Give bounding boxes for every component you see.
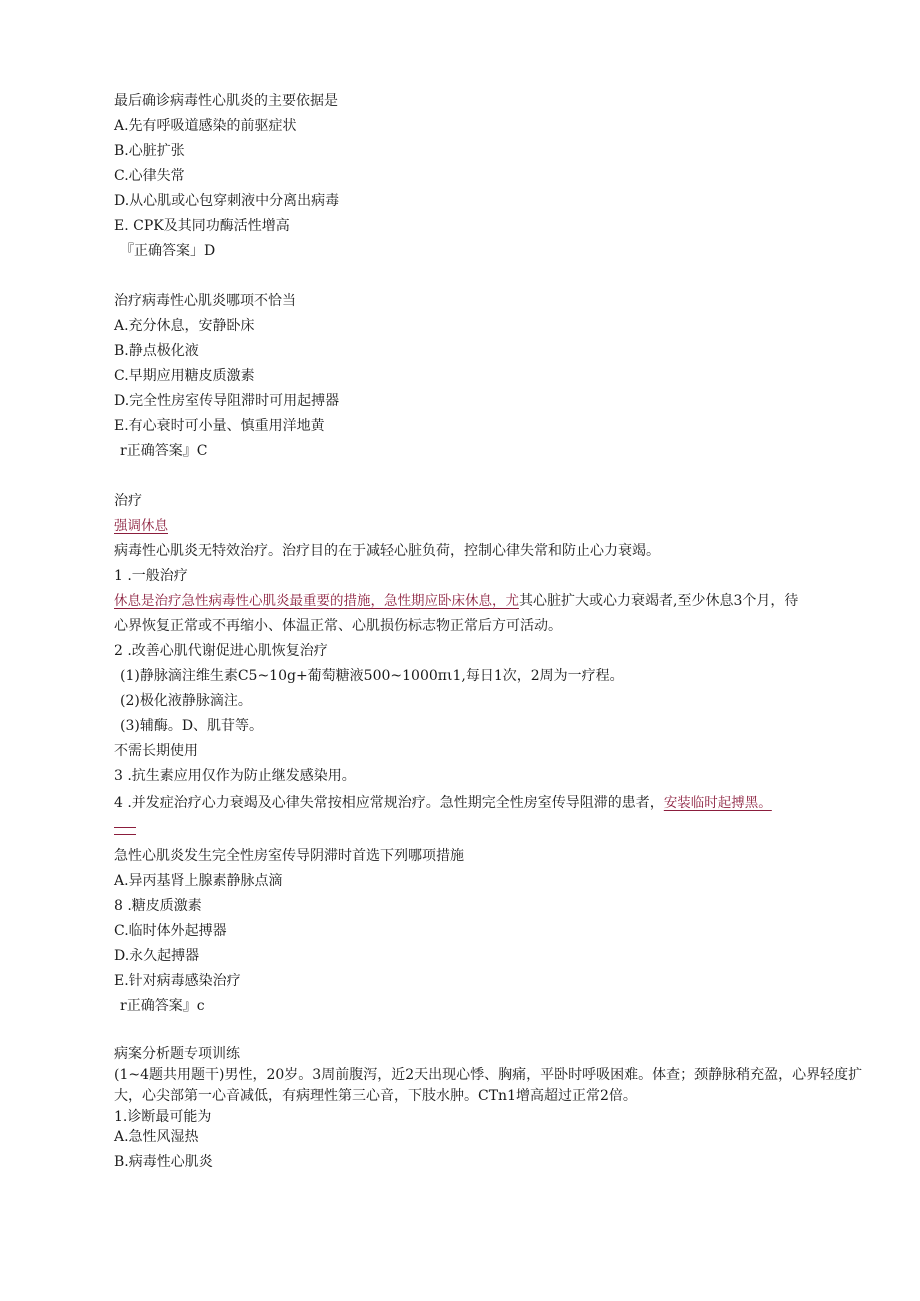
q3-option-a: A.异丙基肾上腺素静脉点滴	[114, 873, 283, 889]
q2-stem: 治疗病毒性心肌炎哪项不恰当	[114, 293, 296, 309]
q1-option-e: E. CPK及其同功酶活性增高	[114, 218, 290, 234]
case-q1-stem: 1.诊断最可能为	[114, 1109, 212, 1125]
q3-option-b: 8 .糖皮质激素	[114, 898, 202, 914]
treatment-heading: 治疗	[114, 493, 142, 509]
case-description: (1~4题共用题干)男性，20岁。3周前腹泻，近2天出现心悸、胸痛，平卧时呼吸困难。体查；颈静脉稍充盈，心界轻度扩大，心尖部第一心音减低，有病理性第三心音，下肢水肿。CTn1增高超过正常2倍。	[114, 1067, 863, 1104]
item4-highlight: 安装临时起搏黑。	[663, 795, 772, 811]
item1-continuation: 心界恢复正常或不再缩小、体温正常、心肌损伤标志物正常后方可活动。	[114, 618, 562, 634]
item3: 3 .抗生素应用仅作为防止继发感染用。	[114, 768, 356, 784]
q3-stem: 急性心肌炎发生完全性房室传导阴滞时首选下列哪项措施	[114, 848, 464, 864]
treatment-intro: 病毒性心肌炎无特效治疗。治疗目的在于减轻心脏负荷，控制心律失常和防止心力衰竭。	[114, 543, 660, 559]
q1-option-c: C.心律失常	[114, 168, 185, 184]
q2-option-a: A.充分休息，安静卧床	[114, 318, 255, 334]
item1-line	[114, 592, 798, 610]
item2-sub1: (1)静脉滴注维生素C5~10g+葡萄糖液500~1000πι1,每日1次，2周为一疗程。	[120, 668, 624, 684]
q3-option-e: E.针对病毒感染治疗	[114, 973, 241, 989]
highlight-rest: 强调休息	[114, 518, 168, 534]
item2-sub3: (3)辅酶。D、肌苷等。	[120, 718, 264, 734]
case-heading: 病案分析题专项训练	[114, 1046, 240, 1062]
q3-option-c: C.临时体外起搏器	[114, 923, 227, 939]
q3-answer: r正确答案』c	[120, 998, 205, 1014]
item4-line	[114, 794, 772, 812]
case-q1-option-b: B.病毒性心肌炎	[114, 1154, 213, 1170]
q1-stem: 最后确诊病毒性心肌炎的主要依据是	[114, 93, 338, 109]
item1-title: 1 .一般治疗	[114, 568, 188, 584]
q2-answer: r正确答案』C	[120, 443, 208, 459]
long-term-note: 不需长期使用	[114, 743, 198, 759]
q2-option-e: E.有心衰时可小量、慎重用洋地黄	[114, 418, 325, 434]
item4-text: 4 .并发症治疗心力衰竭及心律失常按相应常规治疗。急性期完全性房室传导阻滞的患者，	[114, 795, 664, 811]
item1-highlight: 休息是治疗急性病毒性心肌炎最重要的措施，急性期应卧床休息，尤	[114, 593, 519, 609]
highlight-mark	[114, 827, 136, 837]
item2-sub2: (2)极化液静脉滴注。	[120, 693, 252, 709]
q1-option-b: B.心脏扩张	[114, 143, 185, 159]
q2-option-c: C.早期应用糖皮质激素	[114, 368, 255, 384]
q1-option-a: A.先有呼吸道感染的前驱症状	[114, 118, 297, 134]
item1-rest: 其心脏扩大或心力衰竭者,至少休息3个月，待	[519, 593, 799, 609]
q3-option-d: D.永久起搏器	[114, 948, 200, 964]
case-q1-option-a: A.急性风湿热	[114, 1129, 199, 1145]
item2-title: 2 .改善心肌代谢促进心肌恢复治疗	[114, 643, 328, 659]
q1-answer: 『正确答案」D	[120, 243, 216, 259]
q2-option-b: B.静点极化液	[114, 343, 199, 359]
q1-option-d: D.从心肌或心包穿刺液中分离出病毒	[114, 193, 340, 209]
q2-option-d: D.完全性房室传导阻滞时可用起搏器	[114, 393, 340, 409]
